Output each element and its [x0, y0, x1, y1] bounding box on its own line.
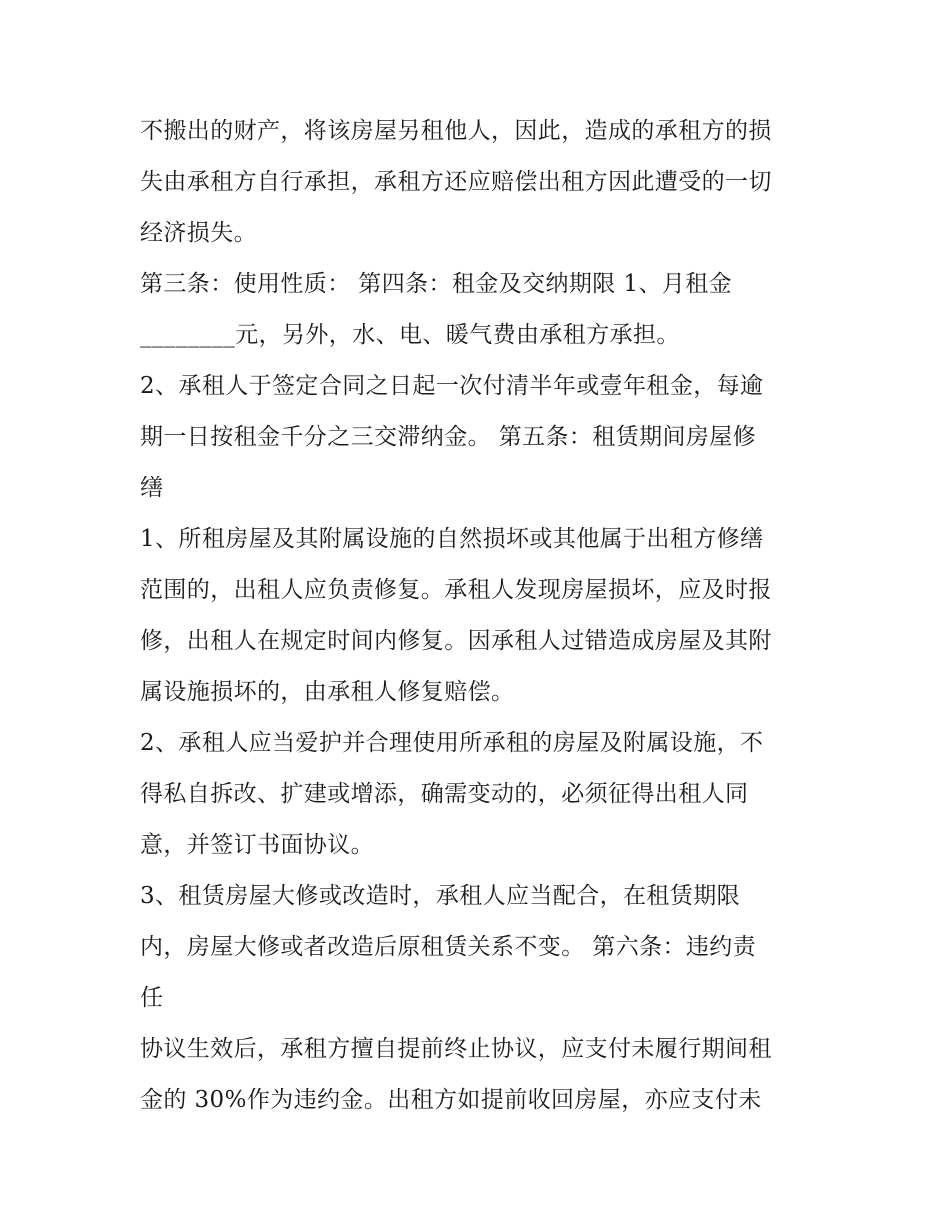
text-line: 3、租赁房屋大修或改造时，承租人应当配合，在租赁期限	[140, 883, 741, 909]
text-line: 经济损失。	[140, 220, 257, 246]
text-line: 得私自拆改、扩建或增添，确需变动的，必须征得出租人同	[140, 781, 749, 807]
text-line: 属设施损坏的，由承租人修复赔偿。	[140, 679, 515, 705]
text-line: 范围的，出租人应负责修复。承租人发现房屋损坏，应及时报	[140, 577, 772, 603]
text-line: 不搬出的财产，将该房屋另租他人，因此，造成的承租方的损	[140, 118, 772, 144]
text-line: 缮	[140, 475, 164, 501]
text-line: 期一日按租金千分之三交滞纳金。 第五条：租赁期间房屋修	[140, 424, 757, 450]
text-line: 2、承租人于签定合同之日起一次付清半年或壹年租金，每逾	[140, 373, 764, 399]
text-line: 1、所租房屋及其附属设施的自然损坏或其他属于出租方修缮	[140, 526, 764, 552]
text-line: 金的 30%作为违约金。出租方如提前收回房屋，亦应支付未	[140, 1087, 762, 1113]
text-line: 修，出租人在规定时间内修复。因承租人过错造成房屋及其附	[140, 628, 772, 654]
text-line: 任	[140, 985, 164, 1011]
document-body	[140, 106, 820, 1126]
text-line: 第三条：使用性质： 第四条：租金及交纳期限 1、月租金	[140, 271, 733, 297]
text-line: 失由承租方自行承担，承租方还应赔偿出租方因此遭受的一切	[140, 169, 772, 195]
text-line: 协议生效后，承租方擅自提前终止协议，应支付未履行期间租	[140, 1036, 772, 1062]
text-line: 2、承租人应当爱护并合理使用所承租的房屋及附属设施，不	[140, 730, 764, 756]
text-line: ________元，另外，水、电、暖气费由承租方承担。	[140, 322, 680, 348]
text-line: 意，并签订书面协议。	[140, 832, 374, 858]
text-line: 内，房屋大修或者改造后原租赁关系不变。 第六条：违约责	[140, 934, 757, 960]
